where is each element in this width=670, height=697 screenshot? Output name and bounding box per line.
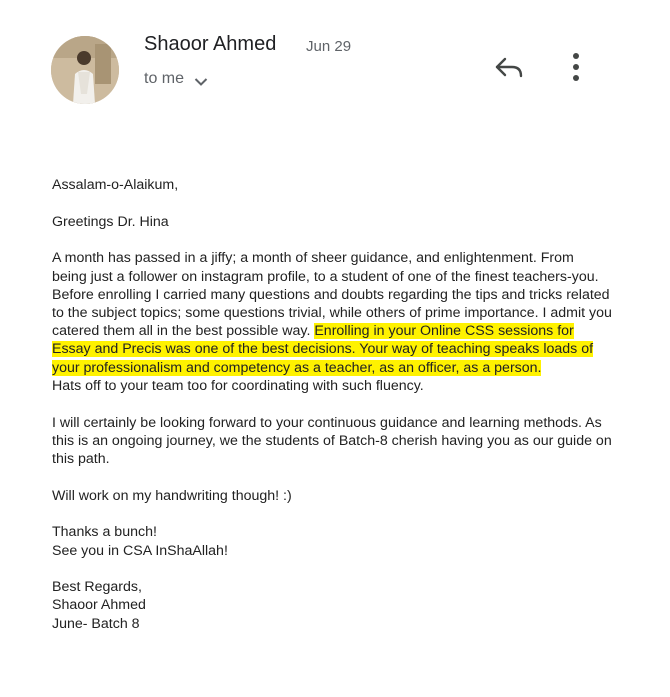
thanks-line-1: Thanks a bunch! — [52, 524, 157, 541]
recipient-toggle[interactable] — [144, 70, 208, 88]
sender-name[interactable]: Shaoor Ahmed — [144, 33, 277, 55]
paragraph-1 — [52, 249, 612, 395]
reply-icon — [493, 56, 525, 85]
signoff-line-1: Best Regards, — [52, 579, 142, 596]
email-body — [52, 176, 612, 633]
signature-block — [52, 578, 612, 633]
paragraph-1-tail: Hats off to your team too for coordinating with such fluency. — [52, 377, 424, 394]
thanks-block — [52, 523, 612, 559]
reply-button[interactable] — [489, 52, 529, 88]
chevron-down-icon — [194, 74, 208, 84]
salutation: Greetings Dr. Hina — [52, 213, 169, 230]
more-vert-icon — [572, 52, 580, 87]
message-date: Jun 29 — [306, 38, 352, 55]
avatar[interactable] — [51, 36, 119, 104]
email-header — [0, 0, 670, 120]
paragraph-1-text: A month has passed in a jiffy; a month of sheer guidance, and enlightenment. From being just a follower on instagram profile, to a student of one of the finest teachers-you. Before enrolling I carried many questions and doubts regarding the tips and tricks related to the subject topics; some questions trivial, while others of prime importance. I admit you catered them all in the best possible way. — [52, 250, 612, 340]
more-options-button[interactable] — [562, 50, 590, 88]
greeting: Assalam-o-Alaikum, — [52, 177, 179, 193]
highlighted-text: Enrolling in your Online CSS sessions for Essay and Precis was one of the best decisions. Your way of teaching speaks loads of your professionalism and competency as a teacher, as an officer, as a person. — [52, 323, 594, 376]
signoff-line-3: June- Batch 8 — [52, 615, 140, 632]
paragraph-2: I will certainly be looking forward to your continuous guidance and learning methods. As this is an ongoing journey, we the students of Batch-8 cherish having you as our guide on this path. — [52, 414, 612, 467]
signoff-line-2: Shaoor Ahmed — [52, 597, 146, 614]
paragraph-3: Will work on my handwriting though! :) — [52, 487, 292, 504]
recipient-label: to me — [144, 70, 185, 87]
thanks-line-2: See you in CSA InShaAllah! — [52, 542, 228, 559]
